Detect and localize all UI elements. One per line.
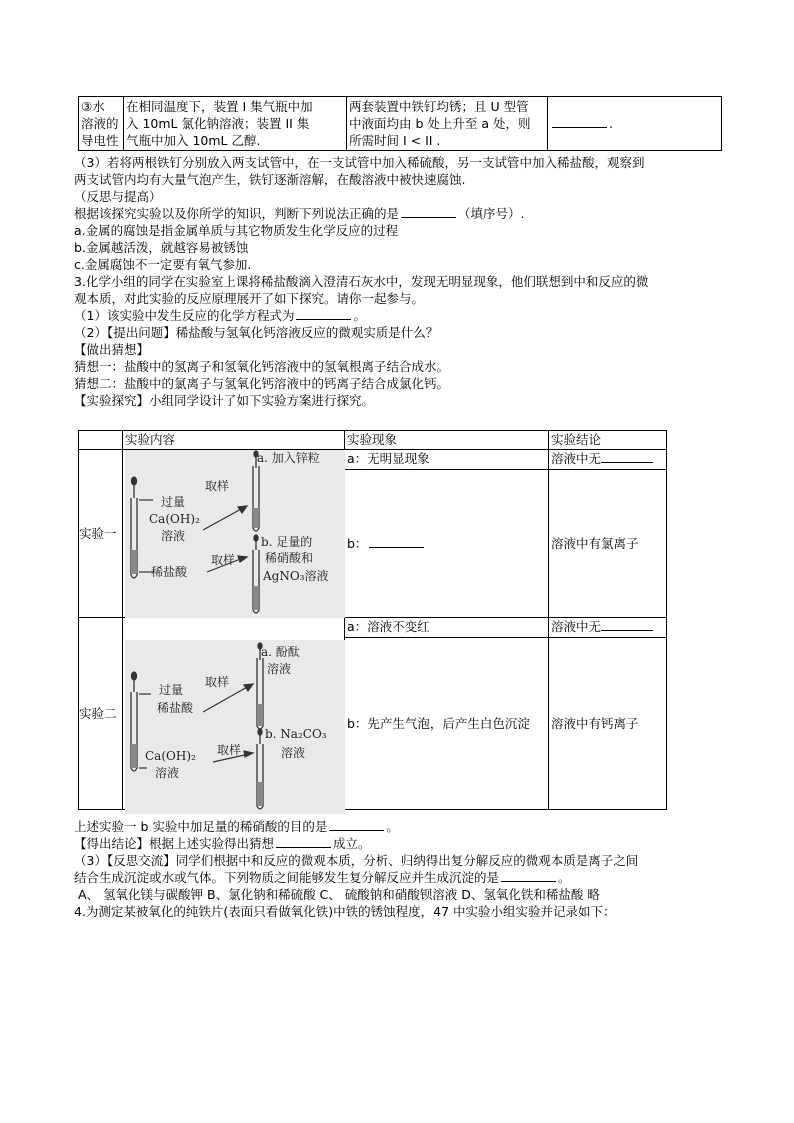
text-segment: 。 [353, 308, 366, 323]
text-segment: 成立。 [333, 836, 371, 851]
answer-blank[interactable] [296, 307, 351, 320]
text-line: （3）【反思交流】同学们根据中和反应的微观本质，分析、归纳得出复分解反应的微观本质是离子之间 [74, 853, 639, 868]
label-reagent: 稀盐酸 [157, 701, 194, 715]
text-line: a.金属的腐蚀是指金属单质与其它物质发生化学反应的过程 [74, 223, 399, 238]
conclusion-b: 溶液中有钙离子 [549, 638, 667, 810]
test-tube-icon [253, 535, 259, 613]
text-line: 两支试管内均有大量气泡产生，铁钉逐渐溶解，在酸溶液中被快速腐蚀. [74, 172, 466, 187]
cell-procedure [124, 97, 347, 151]
figure-svg [125, 450, 345, 618]
text-line: （3）若将两根铁钉分别放入两支试管中，在一支试管中加入稀硫酸，另一支试管中加入稀盐酸，观察到 [74, 155, 645, 170]
answer-blank[interactable] [401, 205, 456, 218]
label-take-sample: 取样 [217, 743, 242, 757]
text-line [74, 869, 571, 886]
observation-b [345, 470, 549, 618]
answer-blank[interactable] [329, 818, 384, 831]
label-reagent: 稀盐酸 [151, 565, 188, 579]
text-line: b.金属越活泼，就越容易被锈蚀 [74, 240, 249, 255]
label-reagent: 溶液 [161, 529, 186, 543]
text-line [74, 205, 525, 222]
label-b: b. 足量的 [261, 535, 313, 549]
label-b: AgNO₃溶液 [263, 569, 329, 583]
answer-blank[interactable] [276, 835, 331, 848]
figure-svg [125, 640, 345, 814]
answer-blank[interactable] [601, 450, 653, 463]
experiment-label: 实验一 [79, 450, 123, 618]
cell-line: 导电性 [81, 133, 119, 148]
text-segment: b： [347, 536, 368, 551]
text-line: 观本质，对此实验的反应原理展开了如下探究。请你一起参与。 [74, 291, 425, 306]
cell-conclusion [548, 97, 722, 151]
test-tube-icon [257, 729, 263, 809]
header-content: 实验内容 [123, 431, 345, 450]
continuation-table [78, 96, 722, 151]
label-reagent: Ca(OH)₂ [145, 749, 196, 763]
observation-a: a：无明显现象 [345, 450, 549, 470]
cell-line: 两套装置中铁钉均锈；且 U 型管 [349, 99, 529, 114]
label-reagent: 过量 [159, 683, 184, 697]
text-segment: 根据该探究实验以及你所学的知识，判断下列说法正确的是 [74, 206, 400, 221]
text-line: 3.化学小组的同学在实验室上课将稀盐酸滴入澄清石灰水中，发现无明显现象，他们联想到中和反应的微 [74, 274, 649, 289]
cell-observation [347, 97, 548, 151]
header-blank [79, 431, 123, 450]
text-segment: 。 [386, 819, 399, 834]
text-segment: 溶液中无 [551, 451, 602, 466]
text-line: 【做出猜想】 [74, 342, 150, 357]
text-line [74, 307, 366, 324]
label-a: a. 酚酞 [261, 645, 300, 659]
label-reagent: Ca(OH)₂ [149, 512, 200, 526]
text-line: c.金属腐蚀不一定要有氧气参加. [74, 257, 252, 272]
cell-line: 在相同温度下，装置 I 集气瓶中加 [126, 99, 313, 114]
answer-blank[interactable] [552, 115, 607, 128]
experiment-two-figure [125, 640, 345, 814]
text-segment: （填序号）. [458, 206, 525, 221]
observation-b: b：先产生气泡，后产生白色沉淀 [345, 638, 549, 810]
text-segment: （1）该实验中发生反应的化学方程式为 [74, 308, 295, 323]
text-segment: 结合生成沉淀或水或气体。下列物质之间能够发生复分解反应并生成沉淀的是 [74, 870, 500, 885]
conclusion-a [549, 618, 667, 638]
text-segment: 上述实验一 b 实验中加足量的稀硝酸的目的是 [74, 819, 328, 834]
text-line: 【实验探究】小组同学设计了如下实验方案进行探究。 [74, 393, 375, 408]
text-segment: 【得出结论】根据上述实验得出猜想 [74, 836, 275, 851]
experiment-one-figure [125, 450, 345, 618]
label-a: a. 加入锌粒 [257, 451, 320, 465]
experiment-label: 实验二 [79, 618, 123, 810]
conclusion-b: 溶液中有氯离子 [549, 470, 667, 618]
label-take-sample: 取样 [211, 553, 236, 567]
answer-blank[interactable] [501, 869, 556, 882]
cell-line: 气瓶中加入 10mL 乙醇. [126, 133, 261, 148]
label-b: b. Na₂CO₃ [265, 727, 327, 741]
label-reagent: 过量 [161, 495, 186, 509]
period: . [609, 116, 613, 131]
text-line: A、 氢氧化镁与碳酸钾 B、氯化钠和稀硫酸 C、 硫酸钠和硝酸钡溶液 D、氢氧化铁和稀盐酸 略 [78, 887, 600, 902]
text-line: 4.为测定某被氧化的纯铁片(表面只看做氧化铁)中铁的锈蚀程度，47 中实验小组实验并记录如下： [74, 904, 616, 919]
cell-item [79, 97, 124, 151]
label-take-sample: 取样 [205, 675, 230, 689]
text-line: 猜想一：盐酸中的氢离子和氢氧化钙溶液中的氢氧根离子结合成水。 [74, 359, 450, 374]
text-line: （反思与提高） [74, 189, 162, 204]
label-b: 溶液 [281, 746, 306, 760]
text-line [74, 835, 371, 852]
label-a: 溶液 [267, 662, 292, 676]
conclusion-a [549, 450, 667, 470]
header-observation: 实验现象 [345, 431, 549, 450]
cell-line: 入 10mL 氯化钠溶液；装置 II 集 [126, 116, 310, 131]
text-line: 猜想二：盐酸中的氯离子与氢氧化钙溶液中的钙离子结合成氯化钙。 [74, 376, 450, 391]
header-conclusion: 实验结论 [549, 431, 667, 450]
label-take-sample: 取样 [205, 479, 230, 493]
dropper-tube-icon [131, 672, 137, 771]
cell-line: 溶液的 [81, 116, 119, 131]
text-line: （2）【提出问题】稀盐酸与氢氧化钙溶液反应的微观实质是什么？ [74, 325, 439, 340]
cell-line: 中液面均由 b 处上升至 a 处，则 [349, 116, 531, 131]
cell-line: ③水 [81, 99, 105, 114]
label-reagent: 溶液 [155, 766, 180, 780]
cell-line: 所需时间 I < II . [349, 133, 441, 148]
dropper-tube-icon [131, 477, 137, 578]
text-segment: 。 [558, 870, 571, 885]
text-line [74, 818, 399, 835]
label-b: 稀硝酸和 [265, 551, 314, 565]
observation-a: a：溶液不变红 [345, 618, 549, 638]
answer-blank[interactable] [369, 535, 424, 548]
text-segment: 溶液中无 [551, 619, 602, 634]
answer-blank[interactable] [601, 618, 653, 631]
